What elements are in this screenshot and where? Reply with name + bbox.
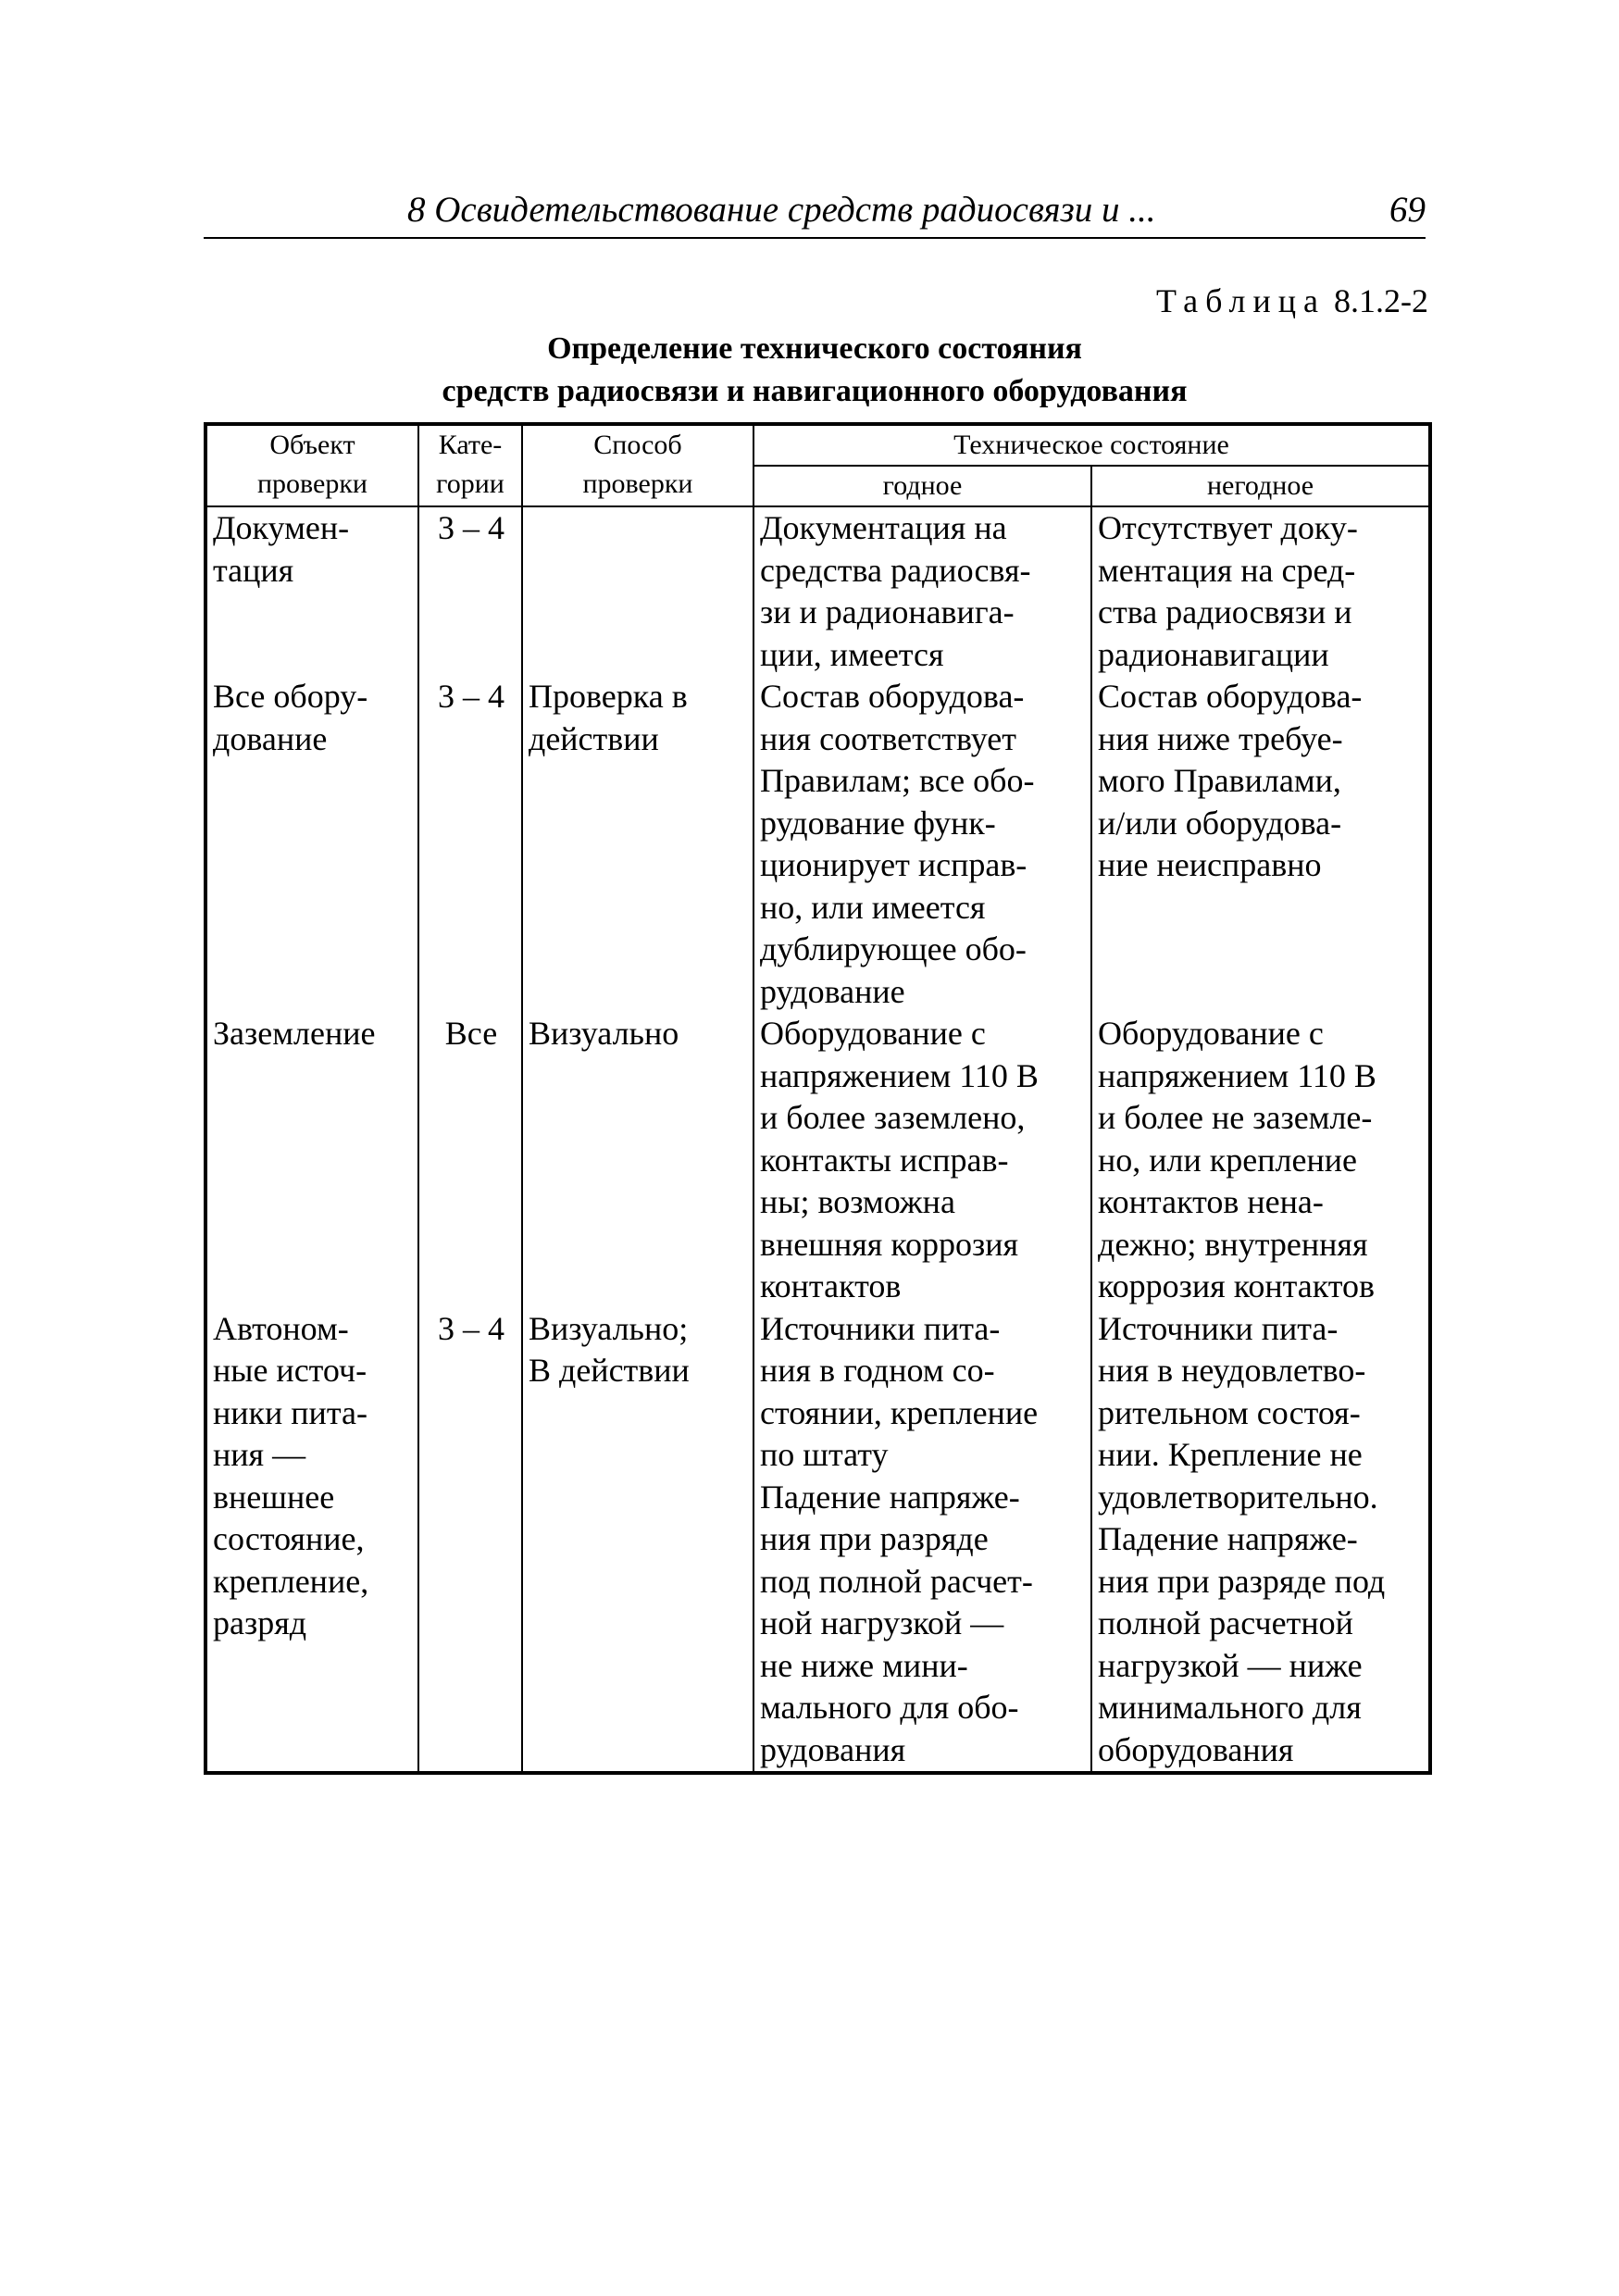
condition-table bbox=[204, 422, 1432, 1775]
cell-object: Все обору- дование bbox=[205, 676, 418, 1013]
header-good: годное bbox=[753, 466, 1091, 506]
table-label-number: 8.1.2-2 bbox=[1334, 282, 1428, 319]
cell-method bbox=[522, 506, 753, 676]
header-technical-state: Техническое состояние bbox=[753, 424, 1430, 466]
header-object: Объект проверки bbox=[205, 424, 418, 506]
header-row-1 bbox=[205, 424, 1430, 466]
cell-bad: Источники пита- ния в неудовлетво- рительном состоя- нии. Крепление не удовлетворительно. Падение напряже- ния при разряде под полной расчетной нагрузкой — ниже минимального для оборудования bbox=[1091, 1308, 1430, 1774]
cell-method: Проверка в действии bbox=[522, 676, 753, 1013]
page-number: 69 bbox=[1389, 190, 1426, 230]
table-label bbox=[1156, 280, 1428, 322]
cell-object: Автоном- ные источ- ники пита- ния — внешнее состояние, крепление, разряд bbox=[205, 1308, 418, 1774]
cell-category: 3 – 4 bbox=[418, 1308, 522, 1774]
cell-good: Источники пита- ния в годном со- стоянии, крепление по штату Падение напряже- ния при разряде под полной расчет- ной нагрузкой — не ниже мини- мального для обо- рудования bbox=[753, 1308, 1091, 1774]
cell-good: Состав оборудова- ния соответствует Правилам; все обо- рудование функ- ционирует исправ- но, или имеется дублирующее обо- рудование bbox=[753, 676, 1091, 1013]
cell-bad: Состав оборудова- ния ниже требуе- мого Правилами, и/или оборудова- ние неисправно bbox=[1091, 676, 1430, 1013]
cell-object: Докумен- тация bbox=[205, 506, 418, 676]
header-bad: негодное bbox=[1091, 466, 1430, 506]
header-category: Кате- гории bbox=[418, 424, 522, 506]
running-header bbox=[204, 185, 1426, 239]
cell-bad: Отсутствует доку- ментация на сред- ства радиосвязи и радионавигации bbox=[1091, 506, 1430, 676]
cell-category: Все bbox=[418, 1013, 522, 1308]
running-title: 8 Освидетельствование средств радиосвязи и ... bbox=[407, 190, 1156, 230]
cell-category: 3 – 4 bbox=[418, 506, 522, 676]
header-method: Способ проверки bbox=[522, 424, 753, 506]
table-row bbox=[205, 1308, 1430, 1774]
cell-method: Визуально; В действии bbox=[522, 1308, 753, 1774]
cell-good: Оборудование с напряжением 110 В и более заземлено, контакты исправ- ны; возможна внешняя коррозия контактов bbox=[753, 1013, 1091, 1308]
cell-object: Заземление bbox=[205, 1013, 418, 1308]
table-row bbox=[205, 1013, 1430, 1308]
cell-method: Визуально bbox=[522, 1013, 753, 1308]
cell-bad: Оборудование с напряжением 110 В и более не заземле- но, или крепление контактов нена- дежно; внутренняя коррозия контактов bbox=[1091, 1013, 1430, 1308]
cell-category: 3 – 4 bbox=[418, 676, 522, 1013]
table-row bbox=[205, 676, 1430, 1013]
table-label-word: Таблица bbox=[1156, 282, 1326, 319]
cell-good: Документация на средства радиосвя- зи и радионавига- ции, имеется bbox=[753, 506, 1091, 676]
table-title-line1: Определение технического состояния bbox=[547, 331, 1082, 366]
table-row bbox=[205, 506, 1430, 676]
table-title-line2: средств радиосвязи и навигационного оборудования bbox=[442, 374, 1188, 408]
